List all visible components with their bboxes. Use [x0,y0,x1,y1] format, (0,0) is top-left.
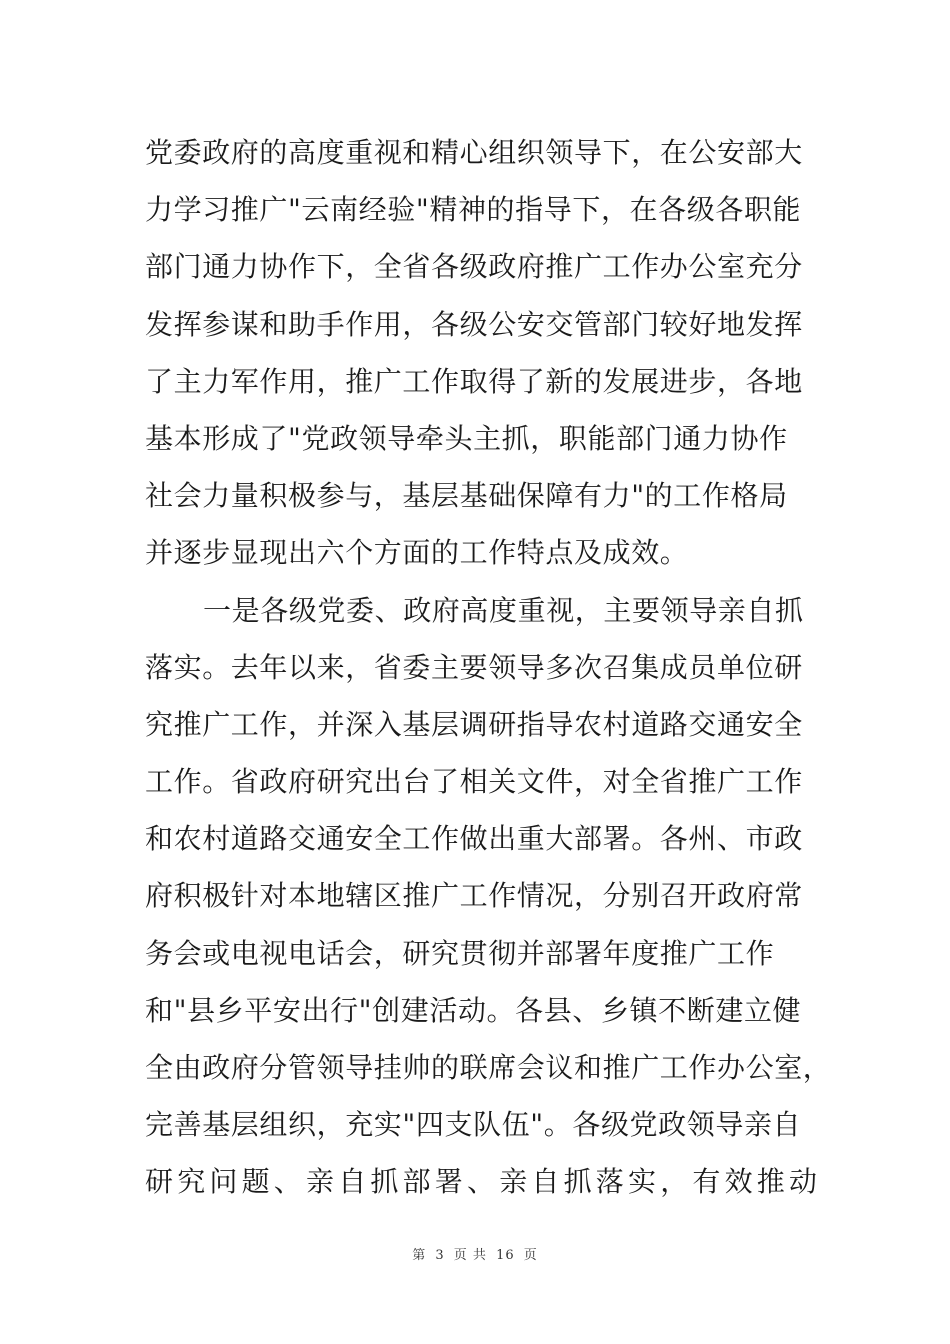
text-line: 落实。去年以来，省委主要领导多次召集成员单位研 [145,650,803,684]
text-line: 研究问题、亲自抓部署、亲自抓落实，有效推动 [145,1165,822,1199]
footer-suffix: 页 [523,1248,538,1263]
text-line: 府积极针对本地辖区推广工作情况，分别召开政府常 [145,879,803,913]
total-page-count: 16 [496,1248,515,1263]
text-line: 部门通力协作下，全省各级政府推广工作办公室充分 [145,250,803,284]
text-line: 务会或电视电话会，研究贯彻并部署年度推广工作 [145,936,775,970]
text-line: 和农村道路交通安全工作做出重大部署。各州、市政 [145,822,803,856]
text-line: 并逐步显现出六个方面的工作特点及成效。 [145,536,689,570]
text-line: 工作。省政府研究出台了相关文件，对全省推广工作 [145,765,803,799]
page-footer [0,1244,950,1263]
text-line: 完善基层组织，充实"四支队伍"。各级党政领导亲自 [145,1108,802,1142]
text-line: 基本形成了"党政领导牵头主抓，职能部门通力协作 [145,421,788,455]
text-line: 究推广工作，并深入基层调研指导农村道路交通安全 [145,707,803,741]
text-line: 了主力军作用，推广工作取得了新的发展进步，各地 [145,364,803,398]
footer-prefix: 第 [412,1248,427,1263]
text-line: 社会力量积极参与，基层基础保障有力"的工作格局 [145,479,788,513]
text-line: 力学习推广"云南经验"精神的指导下，在各级各职能 [145,193,802,227]
text-line: 全由政府分管领导挂帅的联席会议和推广工作办公室， [145,1051,832,1084]
body-text [145,124,832,1211]
text-line: 党委政府的高度重视和精心组织领导下，在公安部大 [145,136,803,169]
text-line: 和"县乡平安出行"创建活动。各县、乡镇不断建立健 [145,993,802,1027]
paragraph-first-line: 一是各级党委、政府高度重视，主要领导亲自抓 [203,593,804,627]
footer-middle: 页 共 [453,1248,487,1263]
text-line: 发挥参谋和助手作用，各级公安交管部门较好地发挥 [145,307,803,341]
current-page-number: 3 [435,1248,445,1263]
